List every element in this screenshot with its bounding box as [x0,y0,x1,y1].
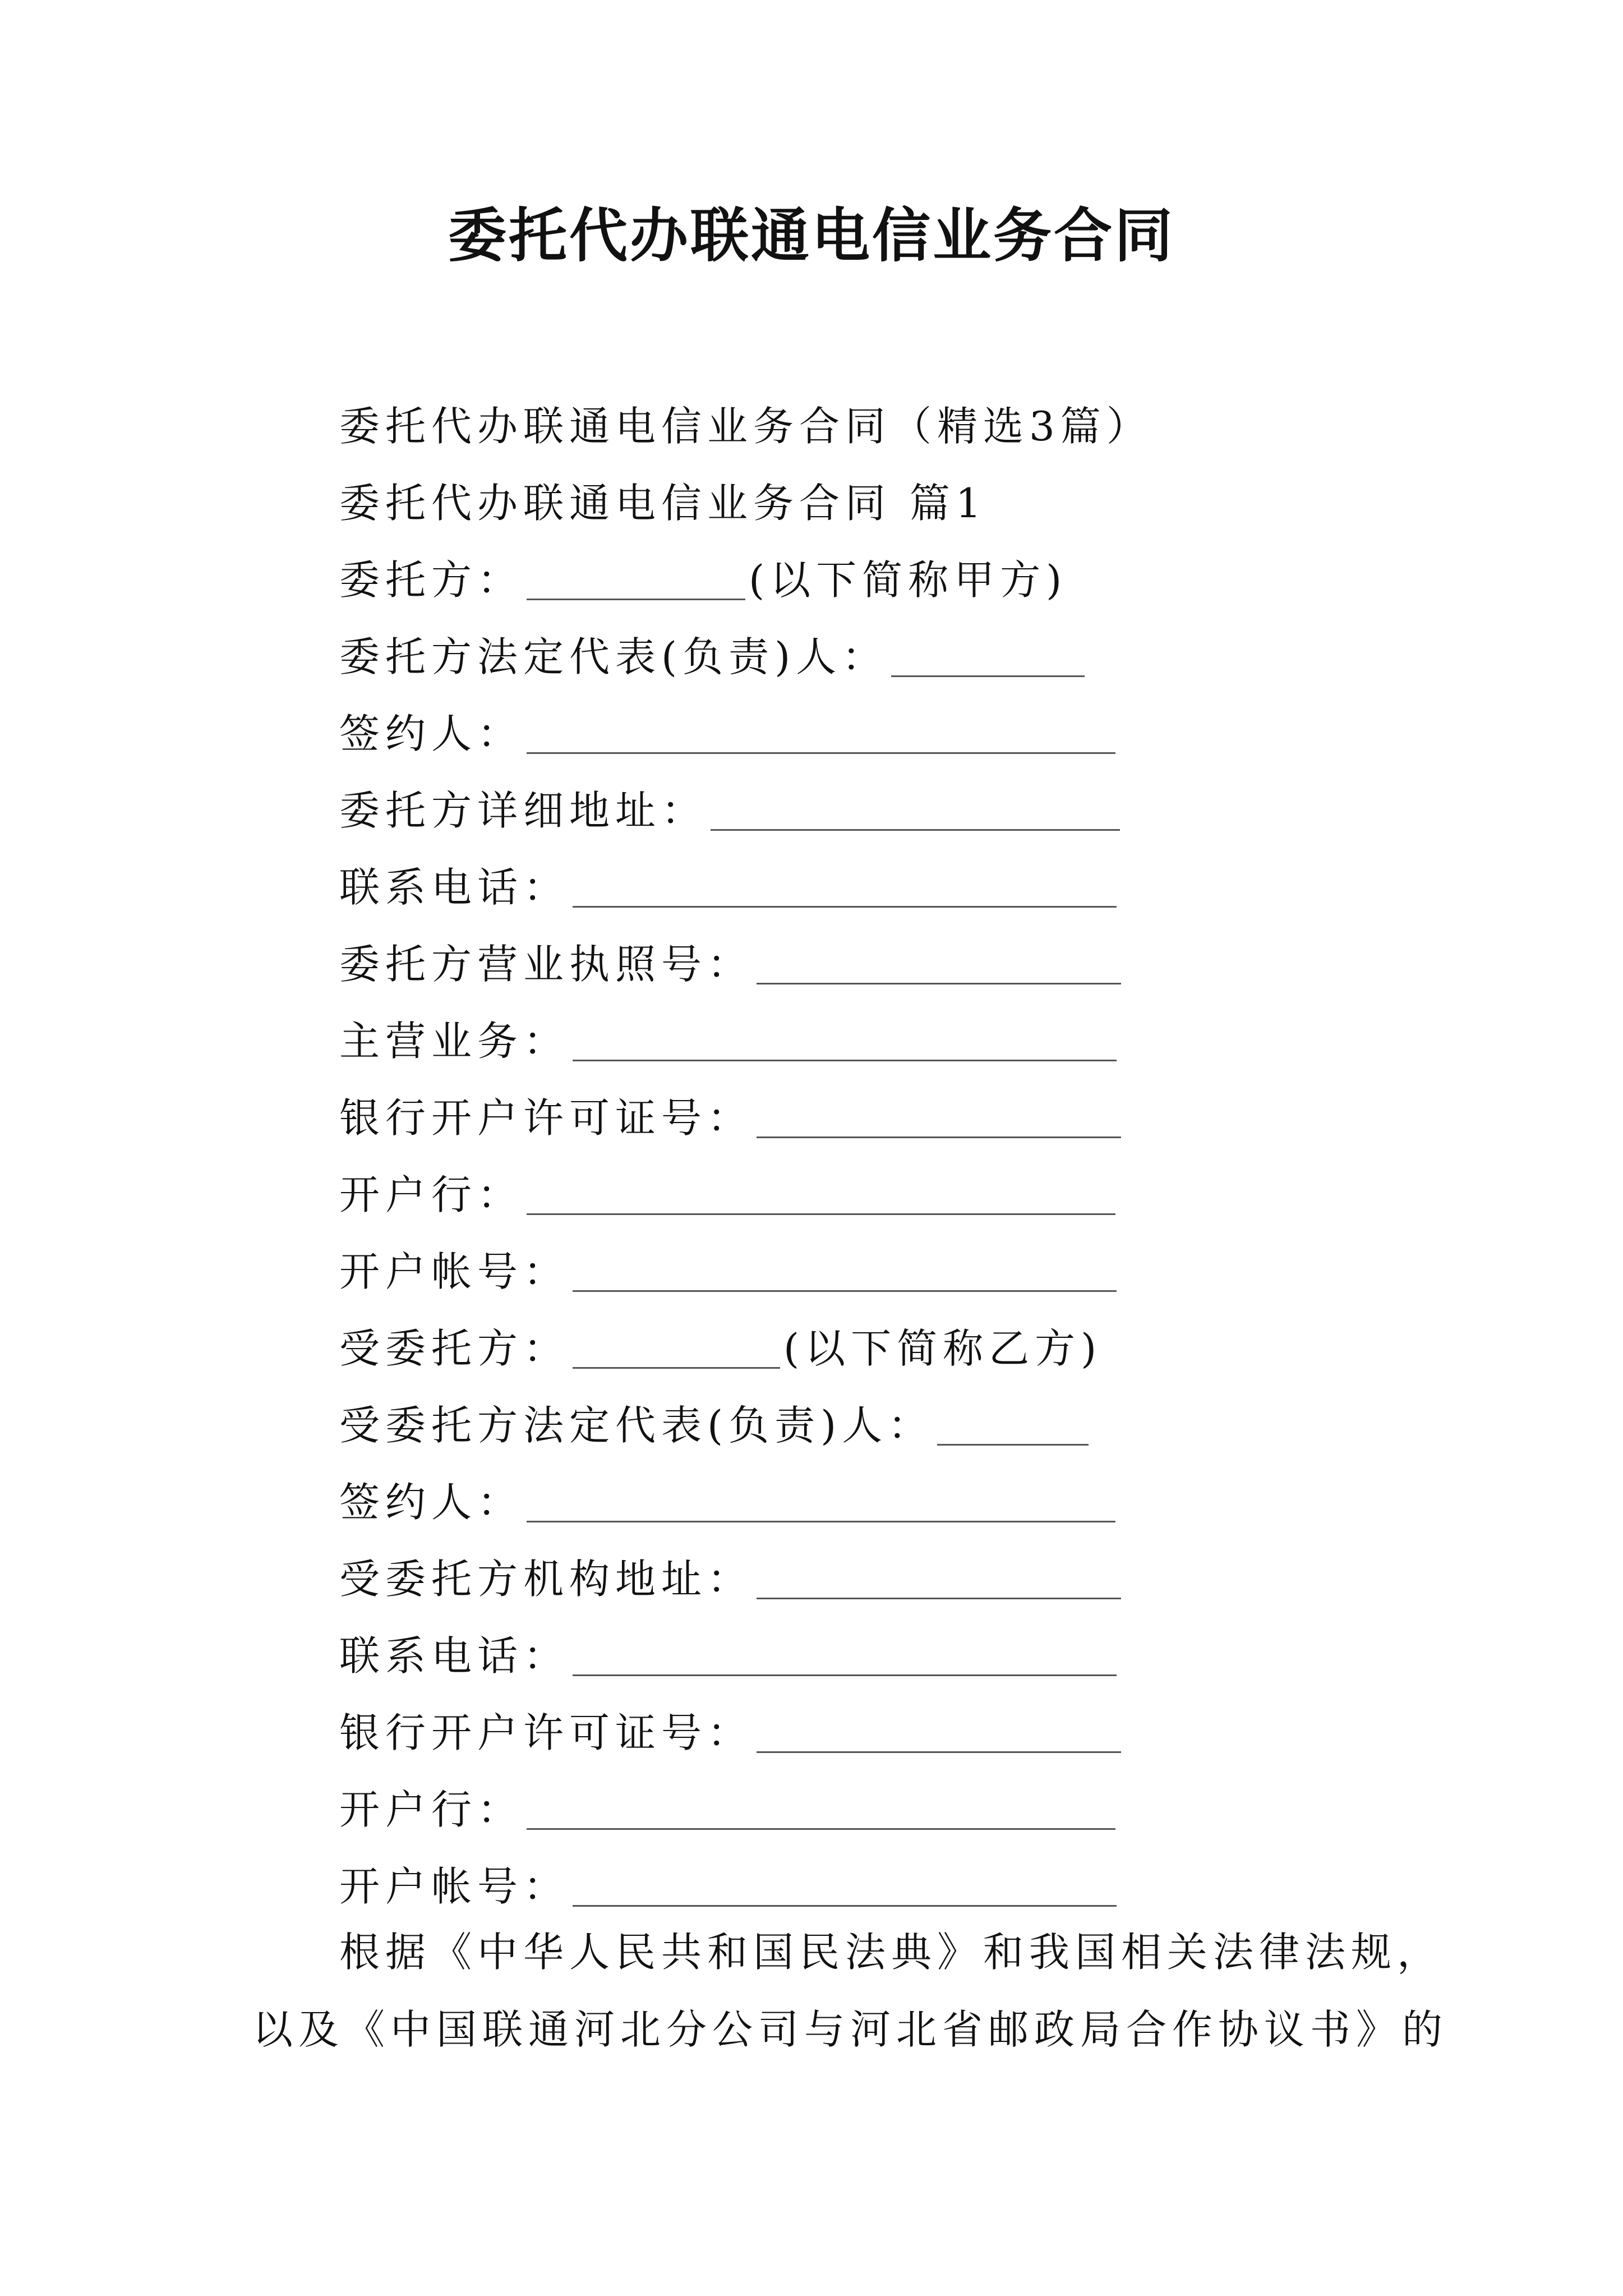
field-row-party-b-address [339,1530,1461,1607]
field-label: 联系电话： [339,1632,570,1680]
field-row-party-a-bank [339,1146,1461,1223]
blank-party-a-address [711,788,1120,831]
field-row-party-a-address [339,762,1461,839]
field-row-main-business [339,992,1461,1069]
field-label: 开户帐号： [339,1863,570,1910]
field-label: 开户帐号： [339,1248,570,1295]
paragraph-line-2: 以及《中国联通河北分公司与河北省邮政局合作协议书》的 [252,2006,1449,2053]
field-label: 签约人： [339,710,524,757]
field-label: 委托方法定代表(负责)人： [339,633,888,680]
field-row-party-a-phone [339,839,1461,915]
field-label: 委托方详细地址： [339,787,708,834]
document-title: 委托代办联通电信业务合同 [448,201,1175,270]
blank-party-a-bank [527,1172,1115,1215]
field-label: 受委托方： [339,1325,570,1372]
subtitle-text: 委托代办联通电信业务合同（精选3篇） [339,403,1152,450]
section-heading-line [339,454,1461,531]
field-label: 开户行： [339,1786,524,1833]
field-row-party-a-signer [339,685,1461,762]
blank-business-license [757,941,1121,984]
field-row-party-a-account [339,1223,1461,1300]
field-row-party-b [339,1300,1461,1377]
field-label: 签约人： [339,1479,524,1526]
field-row-party-b-phone [339,1607,1461,1684]
blank-party-a-account [573,1249,1117,1292]
field-label: 委托方营业执照号： [339,941,754,988]
blank-party-b-address [757,1556,1121,1599]
contract-body [339,378,1461,1915]
blank-main-business [573,1018,1117,1061]
field-suffix: (以下简称甲方) [749,556,1068,604]
blank-party-a-phone [573,864,1117,908]
field-label: 银行开户许可证号： [339,1709,754,1756]
blank-party-b-signer [527,1479,1115,1522]
blank-party-b-legal-rep [937,1402,1089,1446]
field-label: 银行开户许可证号： [339,1094,754,1142]
blank-party-b-account [573,1864,1117,1907]
field-row-business-license [339,915,1461,992]
field-row-party-a-bank-permit [339,1069,1461,1146]
field-suffix: (以下简称乙方) [783,1325,1103,1372]
field-row-party-b-account [339,1838,1461,1915]
field-label: 主营业务： [339,1018,570,1065]
blank-party-a [527,557,745,600]
blank-party-b-bank-permit [757,1710,1121,1753]
blank-party-b-bank [527,1787,1115,1830]
field-row-party-b-signer [339,1453,1461,1530]
blank-party-a-bank-permit [757,1095,1121,1138]
field-row-party-b-bank-permit [339,1684,1461,1761]
field-row-party-b-legal-rep [339,1377,1461,1453]
blank-party-a-legal-rep [891,634,1085,677]
field-row-party-b-bank [339,1761,1461,1838]
field-label: 联系电话： [339,864,570,911]
blank-party-b [573,1326,780,1369]
field-label: 受委托方机构地址： [339,1556,754,1603]
field-row-party-a [339,531,1461,608]
section-heading-text: 委托代办联通电信业务合同 篇1 [339,480,987,527]
field-label: 委托方： [339,556,524,604]
field-label: 受委托方法定代表(负责)人： [339,1402,934,1449]
field-label: 开户行： [339,1171,524,1218]
blank-party-a-signer [527,711,1115,754]
field-row-party-a-legal-rep [339,608,1461,685]
blank-party-b-phone [573,1633,1117,1676]
subtitle-line [339,378,1461,454]
paragraph-line-1: 根据《中华人民共和国民法典》和我国相关法律法规， [339,1929,1444,1976]
